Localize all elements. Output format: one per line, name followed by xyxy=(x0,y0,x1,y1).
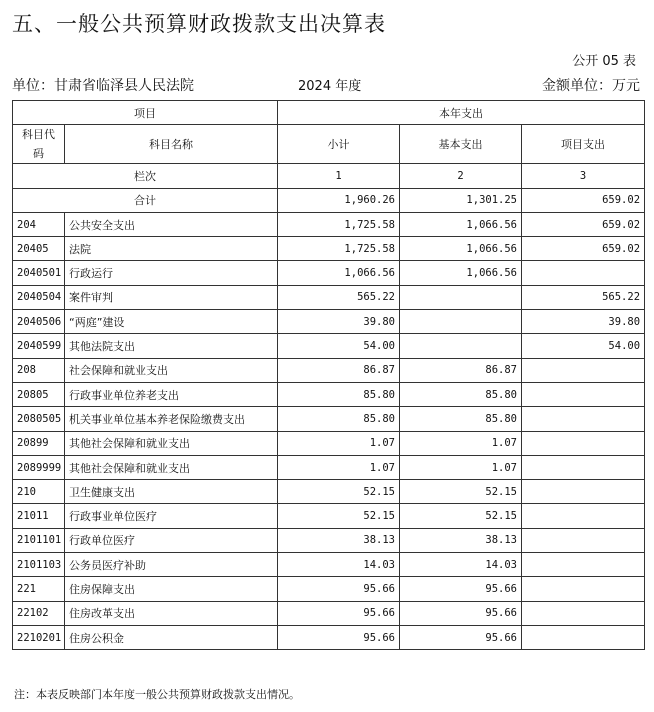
table-row xyxy=(13,334,645,358)
table-row xyxy=(13,407,645,431)
row-name: 机关事业单位基本养老保险缴费支出 xyxy=(65,407,278,431)
table-row xyxy=(13,261,645,285)
header-row-2 xyxy=(13,125,645,164)
row-name: 住房改革支出 xyxy=(65,601,278,625)
page-title: 五、一般公共预算财政拨款支出决算表 xyxy=(12,12,386,36)
row-name: 其他法院支出 xyxy=(65,334,278,358)
row-code: 2040504 xyxy=(13,285,65,309)
row-name: 公共安全支出 xyxy=(65,212,278,236)
row-name: 公务员医疗补助 xyxy=(65,553,278,577)
table-row xyxy=(13,528,645,552)
table-row xyxy=(13,553,645,577)
header-project: 项目 xyxy=(13,101,278,125)
row-subtotal: 14.03 xyxy=(278,553,400,577)
row-subtotal: 1.07 xyxy=(278,431,400,455)
row-code: 2101101 xyxy=(13,528,65,552)
row-project: 39.80 xyxy=(522,310,645,334)
row-basic: 1,066.56 xyxy=(400,261,522,285)
total-basic: 1,301.25 xyxy=(400,188,522,212)
table-row xyxy=(13,455,645,479)
row-project xyxy=(522,601,645,625)
col-1: 1 xyxy=(278,164,400,188)
row-subtotal: 54.00 xyxy=(278,334,400,358)
row-basic: 85.80 xyxy=(400,382,522,406)
row-code: 21011 xyxy=(13,504,65,528)
column-seq-row xyxy=(13,164,645,188)
row-subtotal: 52.15 xyxy=(278,480,400,504)
row-project: 565.22 xyxy=(522,285,645,309)
header-project-exp: 项目支出 xyxy=(522,125,645,164)
row-name: 行政单位医疗 xyxy=(65,528,278,552)
row-basic: 38.13 xyxy=(400,528,522,552)
row-code: 208 xyxy=(13,358,65,382)
row-subtotal: 85.80 xyxy=(278,407,400,431)
row-project xyxy=(522,553,645,577)
row-name: 行政运行 xyxy=(65,261,278,285)
header-subtotal: 小计 xyxy=(278,125,400,164)
row-project xyxy=(522,358,645,382)
row-name: 住房公积金 xyxy=(65,625,278,649)
row-name: 住房保障支出 xyxy=(65,577,278,601)
row-code: 2089999 xyxy=(13,455,65,479)
row-project xyxy=(522,431,645,455)
row-code: 210 xyxy=(13,480,65,504)
row-project xyxy=(522,407,645,431)
row-subtotal: 95.66 xyxy=(278,625,400,649)
row-code: 22102 xyxy=(13,601,65,625)
row-subtotal: 1,725.58 xyxy=(278,212,400,236)
row-basic: 95.66 xyxy=(400,577,522,601)
col-3: 3 xyxy=(522,164,645,188)
row-basic xyxy=(400,285,522,309)
row-subtotal: 38.13 xyxy=(278,528,400,552)
row-code: 2210201 xyxy=(13,625,65,649)
row-project xyxy=(522,382,645,406)
row-basic xyxy=(400,310,522,334)
row-project xyxy=(522,625,645,649)
row-project xyxy=(522,261,645,285)
row-basic: 1,066.56 xyxy=(400,237,522,261)
row-code: 2080505 xyxy=(13,407,65,431)
row-name: 法院 xyxy=(65,237,278,261)
expenditure-table xyxy=(12,100,645,650)
header-basic: 基本支出 xyxy=(400,125,522,164)
row-subtotal: 1,725.58 xyxy=(278,237,400,261)
total-label: 合计 xyxy=(13,188,278,212)
row-basic: 52.15 xyxy=(400,480,522,504)
row-project: 659.02 xyxy=(522,237,645,261)
table-row xyxy=(13,310,645,334)
row-project xyxy=(522,577,645,601)
unit-label: 单位：甘肃省临泽县人民法院 xyxy=(12,78,194,94)
row-basic: 1,066.56 xyxy=(400,212,522,236)
row-project xyxy=(522,455,645,479)
total-project: 659.02 xyxy=(522,188,645,212)
row-subtotal: 95.66 xyxy=(278,601,400,625)
row-project xyxy=(522,504,645,528)
total-subtotal: 1,960.26 xyxy=(278,188,400,212)
table-row xyxy=(13,237,645,261)
table-row xyxy=(13,577,645,601)
row-basic: 14.03 xyxy=(400,553,522,577)
table-row xyxy=(13,504,645,528)
table-row xyxy=(13,285,645,309)
row-subtotal: 565.22 xyxy=(278,285,400,309)
row-name: 其他社会保障和就业支出 xyxy=(65,455,278,479)
header-row-1 xyxy=(13,101,645,125)
table-row xyxy=(13,212,645,236)
table-row xyxy=(13,358,645,382)
table-row xyxy=(13,431,645,455)
row-name: 案件审判 xyxy=(65,285,278,309)
row-code: 20899 xyxy=(13,431,65,455)
row-code: 204 xyxy=(13,212,65,236)
row-basic: 1.07 xyxy=(400,455,522,479)
row-project xyxy=(522,528,645,552)
table-row xyxy=(13,480,645,504)
row-basic: 95.66 xyxy=(400,601,522,625)
table-row xyxy=(13,382,645,406)
row-project xyxy=(522,480,645,504)
form-number: 公开 05 表 xyxy=(572,54,636,69)
row-basic: 52.15 xyxy=(400,504,522,528)
row-name: “两庭”建设 xyxy=(65,310,278,334)
row-subtotal: 1.07 xyxy=(278,455,400,479)
row-subtotal: 95.66 xyxy=(278,577,400,601)
row-name: 社会保障和就业支出 xyxy=(65,358,278,382)
meta-bar xyxy=(12,75,640,95)
row-code: 20405 xyxy=(13,237,65,261)
header-name: 科目名称 xyxy=(65,125,278,164)
row-code: 20805 xyxy=(13,382,65,406)
row-basic: 1.07 xyxy=(400,431,522,455)
row-subtotal: 85.80 xyxy=(278,382,400,406)
amount-unit-label: 金额单位：万元 xyxy=(542,78,640,94)
row-basic: 86.87 xyxy=(400,358,522,382)
row-project: 659.02 xyxy=(522,212,645,236)
row-basic xyxy=(400,334,522,358)
row-name: 卫生健康支出 xyxy=(65,480,278,504)
row-code: 221 xyxy=(13,577,65,601)
table-row xyxy=(13,625,645,649)
row-code: 2040506 xyxy=(13,310,65,334)
col-2: 2 xyxy=(400,164,522,188)
row-code: 2101103 xyxy=(13,553,65,577)
header-current-year: 本年支出 xyxy=(278,101,645,125)
row-name: 行政事业单位医疗 xyxy=(65,504,278,528)
footnote: 注：本表反映部门本年度一般公共预算财政拨款支出情况。 xyxy=(14,688,300,701)
row-subtotal: 1,066.56 xyxy=(278,261,400,285)
year-label: 2024 年度 xyxy=(298,79,362,94)
row-subtotal: 39.80 xyxy=(278,310,400,334)
row-basic: 85.80 xyxy=(400,407,522,431)
header-code: 科目代码 xyxy=(13,125,65,164)
row-project: 54.00 xyxy=(522,334,645,358)
row-name: 行政事业单位养老支出 xyxy=(65,382,278,406)
row-basic: 95.66 xyxy=(400,625,522,649)
row-code: 2040501 xyxy=(13,261,65,285)
row-subtotal: 52.15 xyxy=(278,504,400,528)
row-subtotal: 86.87 xyxy=(278,358,400,382)
column-seq-label: 栏次 xyxy=(13,164,278,188)
row-name: 其他社会保障和就业支出 xyxy=(65,431,278,455)
total-row xyxy=(13,188,645,212)
table-row xyxy=(13,601,645,625)
row-code: 2040599 xyxy=(13,334,65,358)
